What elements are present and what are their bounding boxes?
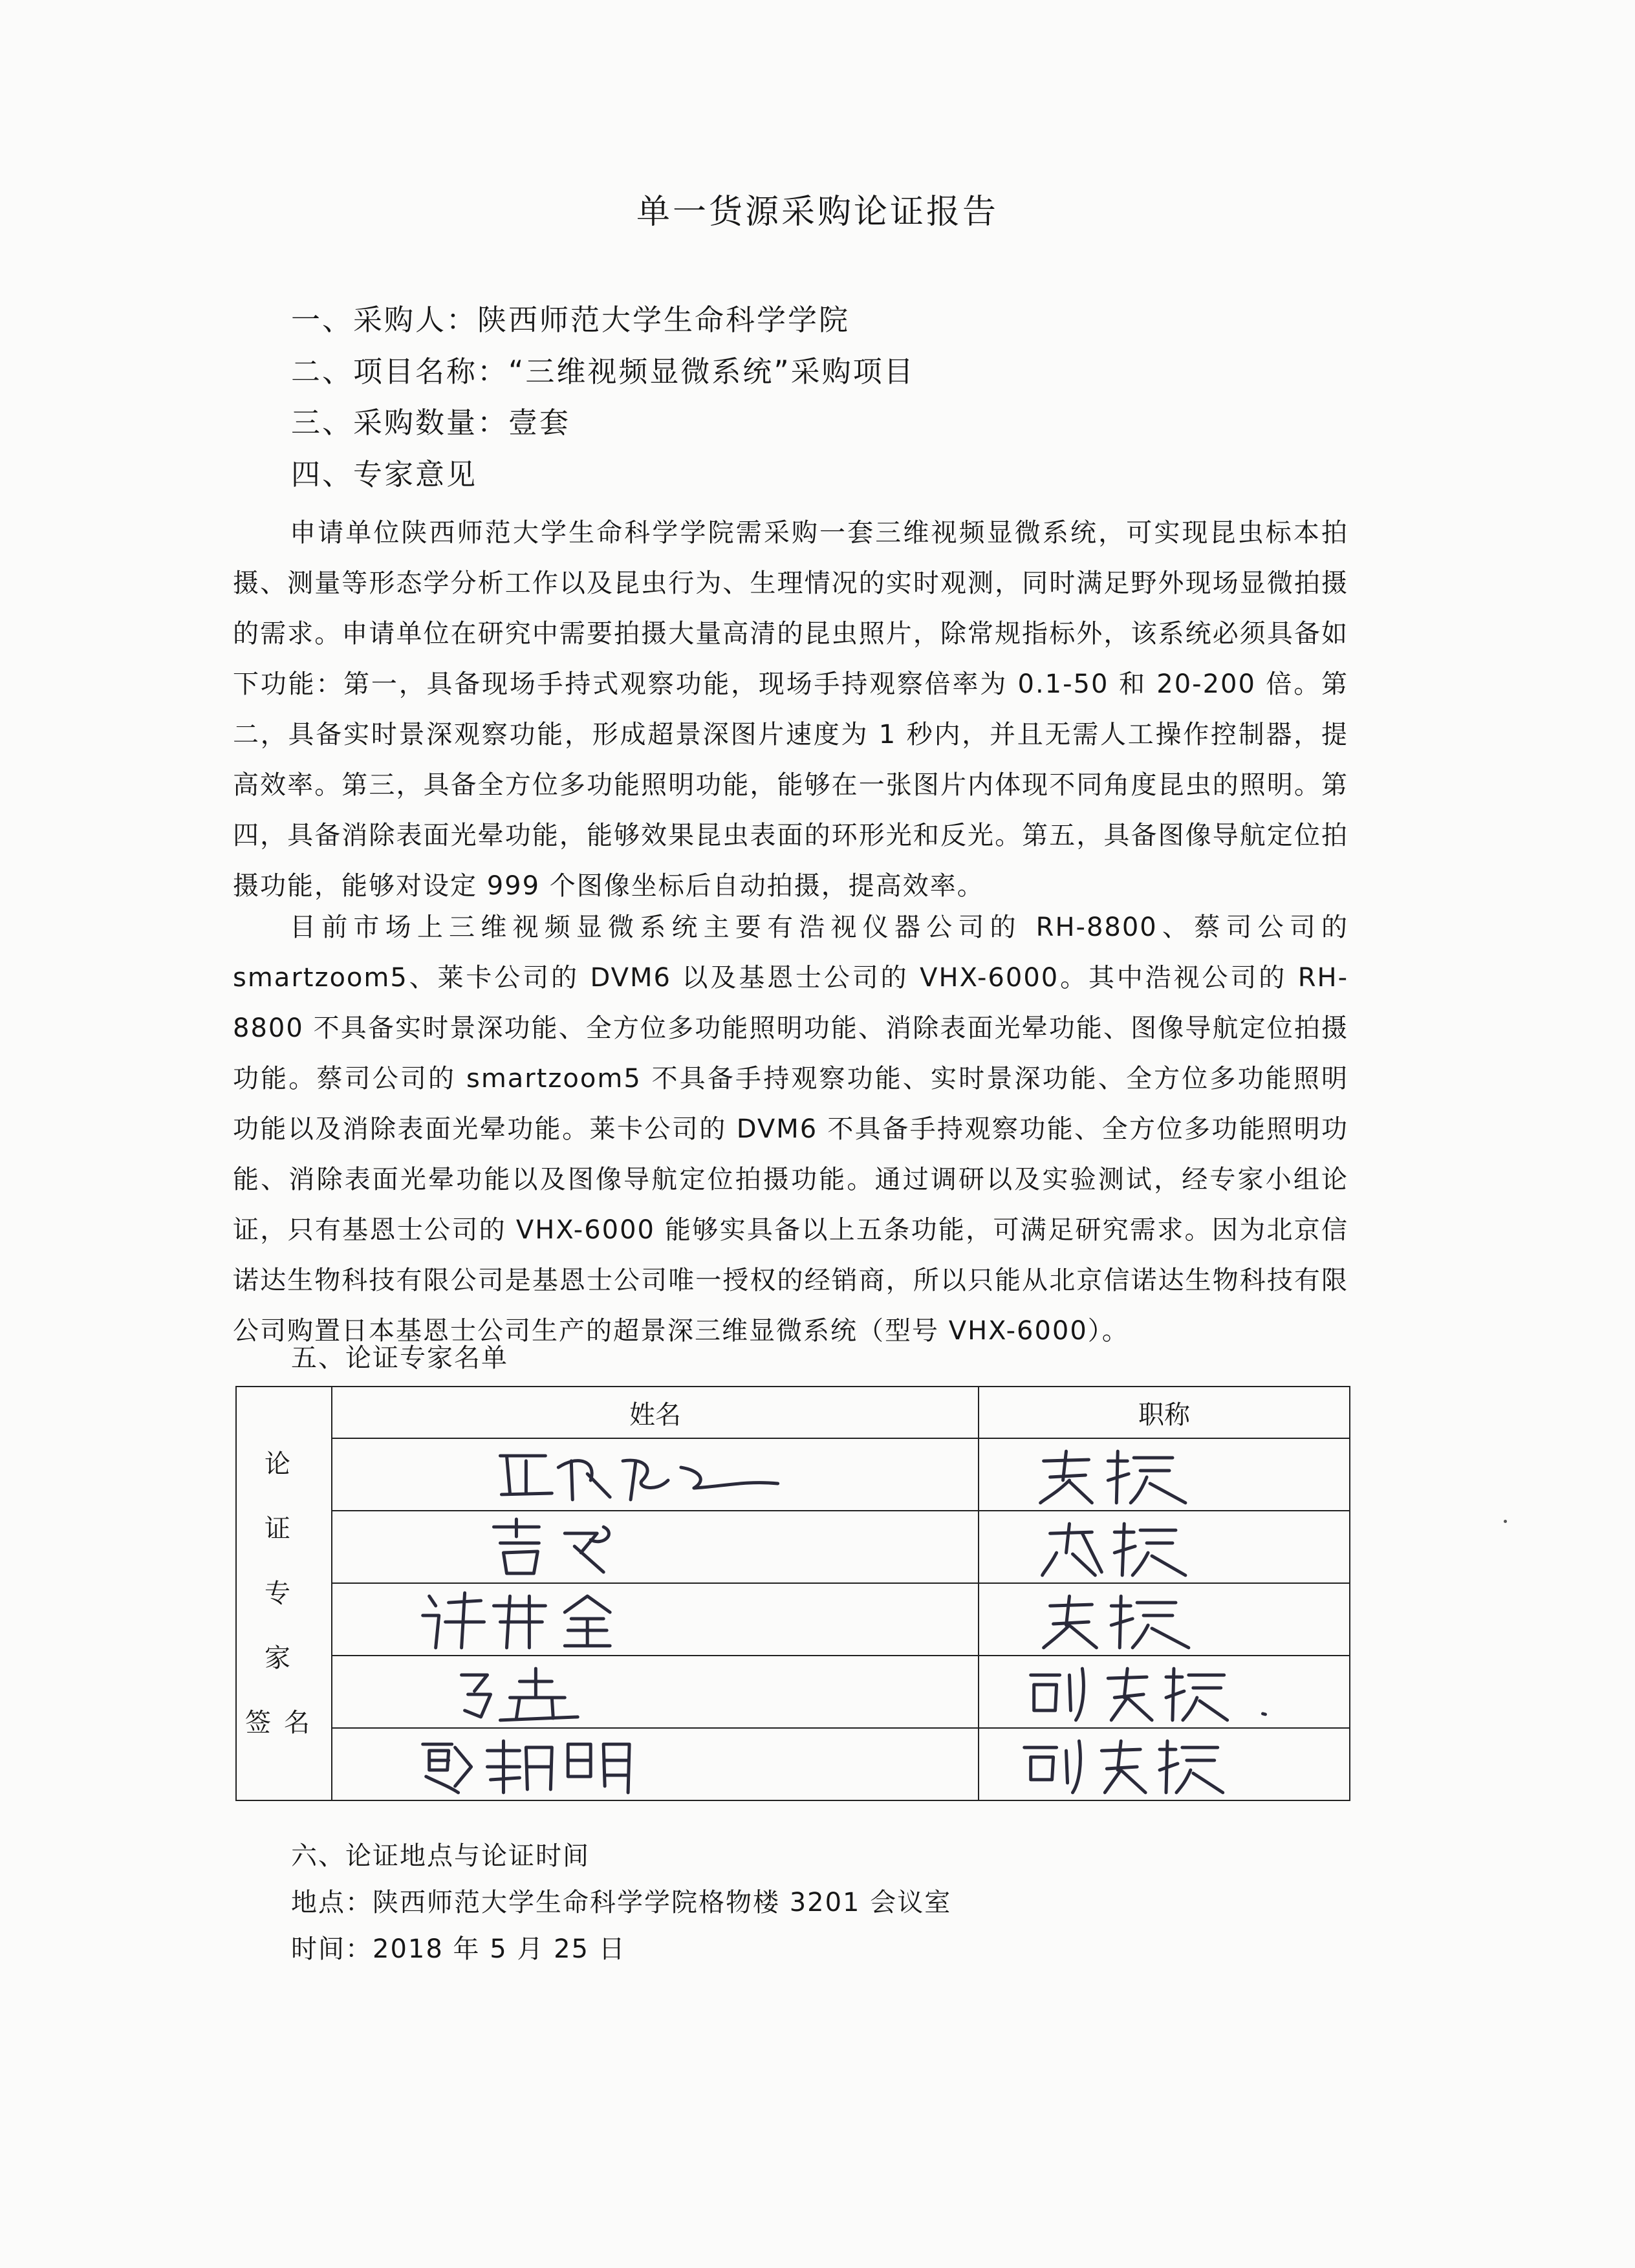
- side-label-line-2: 专 家: [265, 1579, 303, 1673]
- handwritten-title-3: [979, 1586, 1349, 1654]
- quantity-line: 三、采购数量：壹套: [291, 405, 571, 440]
- side-label-line-3: 签名: [245, 1708, 323, 1738]
- side-label-line-1: 论 证: [265, 1449, 303, 1544]
- expert-title-3: [979, 1583, 1350, 1656]
- handwritten-signature-2: [332, 1514, 978, 1581]
- buyer-line: 一、采购人：陕西师范大学生命科学学院: [291, 303, 850, 337]
- name-column-header: 姓名: [332, 1387, 979, 1438]
- expert-title-1: [979, 1438, 1350, 1511]
- table-row: [236, 1656, 1350, 1728]
- table-row: [236, 1438, 1350, 1511]
- table-row: [236, 1583, 1350, 1656]
- handwritten-signature-5: [332, 1731, 978, 1798]
- expert-signature-table: [235, 1386, 1350, 1801]
- handwritten-title-4: [979, 1659, 1349, 1726]
- expert-title-2: [979, 1511, 1350, 1583]
- opinion-heading: 四、专家意见: [291, 457, 478, 491]
- expert-name-signature-3: [332, 1583, 979, 1656]
- title-column-header: 职称: [979, 1387, 1350, 1438]
- scan-speck: [1504, 1520, 1507, 1523]
- handwritten-title-2: [979, 1514, 1349, 1581]
- opinion-paragraph-2: 目前市场上三维视频显微系统主要有浩视仪器公司的 RH-8800、蔡司公司的 smartzoom5、莱卡公司的 DVM6 以及基恩士公司的 VHX-6000。其中浩视公司的 RH-8800 不具备实时景深功能、全方位多功能照明功能、消除表面光晕功能、图像导航定位拍摄功能。蔡司公司的 smartzoom5 不具备手持观察功能、实时景深功能、全方位多功能照明功能以及消除表面光晕功能。莱卡公司的 DVM6 不具备手持观察功能、全方位多功能照明功能、消除表面光晕功能以及图像导航定位拍摄功能。通过调研以及实验测试，经专家小组论证，只有基恩士公司的 VHX-6000 能够实具备以上五条功能，可满足研究需求。因为北京信诺达生物科技有限公司是基恩士公司唯一授权的经销商，所以只能从北京信诺达生物科技有限公司购置日本基恩士公司生产的超景深三维显微系统（型号 VHX-6000）。: [233, 913, 1348, 1346]
- expert-sign-side-label: [236, 1387, 332, 1800]
- handwritten-signature-3: [332, 1586, 978, 1654]
- experts-heading: 五、论证专家名单: [291, 1343, 508, 1373]
- opinion-paragraph-1: 申请单位陕西师范大学生命科学学院需采购一套三维视频显微系统，可实现昆虫标本拍摄、测量等形态学分析工作以及昆虫行为、生理情况的实时观测，同时满足野外现场显微拍摄的需求。申请单位在研究中需要拍摄大量高清的昆虫照片，除常规指标外，该系统必须具备如下功能：第一，具备现场手持式观察功能，现场手持观察倍率为 0.1-50 和 20-200 倍。第二，具备实时景深观察功能，形成超景深图片速度为 1 秒内，并且无需人工操作控制器，提高效率。第三，具备全方位多功能照明功能，能够在一张图片内体现不同角度昆虫的照明。第四，具备消除表面光晕功能，能够效果昆虫表面的环形光和反光。第五，具备图像导航定位拍摄功能，能够对设定 999 个图像坐标后自动拍摄，提高效率。: [233, 518, 1348, 901]
- table-row: [236, 1511, 1350, 1583]
- location-time-heading: 六、论证地点与论证时间: [291, 1841, 590, 1871]
- expert-name-signature-1: [332, 1438, 979, 1511]
- handwritten-signature-1: [332, 1442, 978, 1509]
- expert-name-signature-4: [332, 1656, 979, 1728]
- handwritten-signature-4: [332, 1659, 978, 1726]
- location-line: 地点：陕西师范大学生命科学学院格物楼 3201 会议室: [291, 1888, 952, 1917]
- expert-title-4: [979, 1656, 1350, 1728]
- expert-name-signature-2: [332, 1511, 979, 1583]
- project-line: 二、项目名称：“三维视频显微系统”采购项目: [291, 354, 915, 389]
- time-line: 时间：2018 年 5 月 25 日: [291, 1934, 626, 1964]
- document-title: 单一货源采购论证报告: [636, 193, 999, 232]
- expert-name-signature-5: [332, 1728, 979, 1800]
- table-row: [236, 1728, 1350, 1800]
- handwritten-title-5: [979, 1731, 1349, 1798]
- expert-title-5: [979, 1728, 1350, 1800]
- handwritten-title-1: [979, 1442, 1349, 1509]
